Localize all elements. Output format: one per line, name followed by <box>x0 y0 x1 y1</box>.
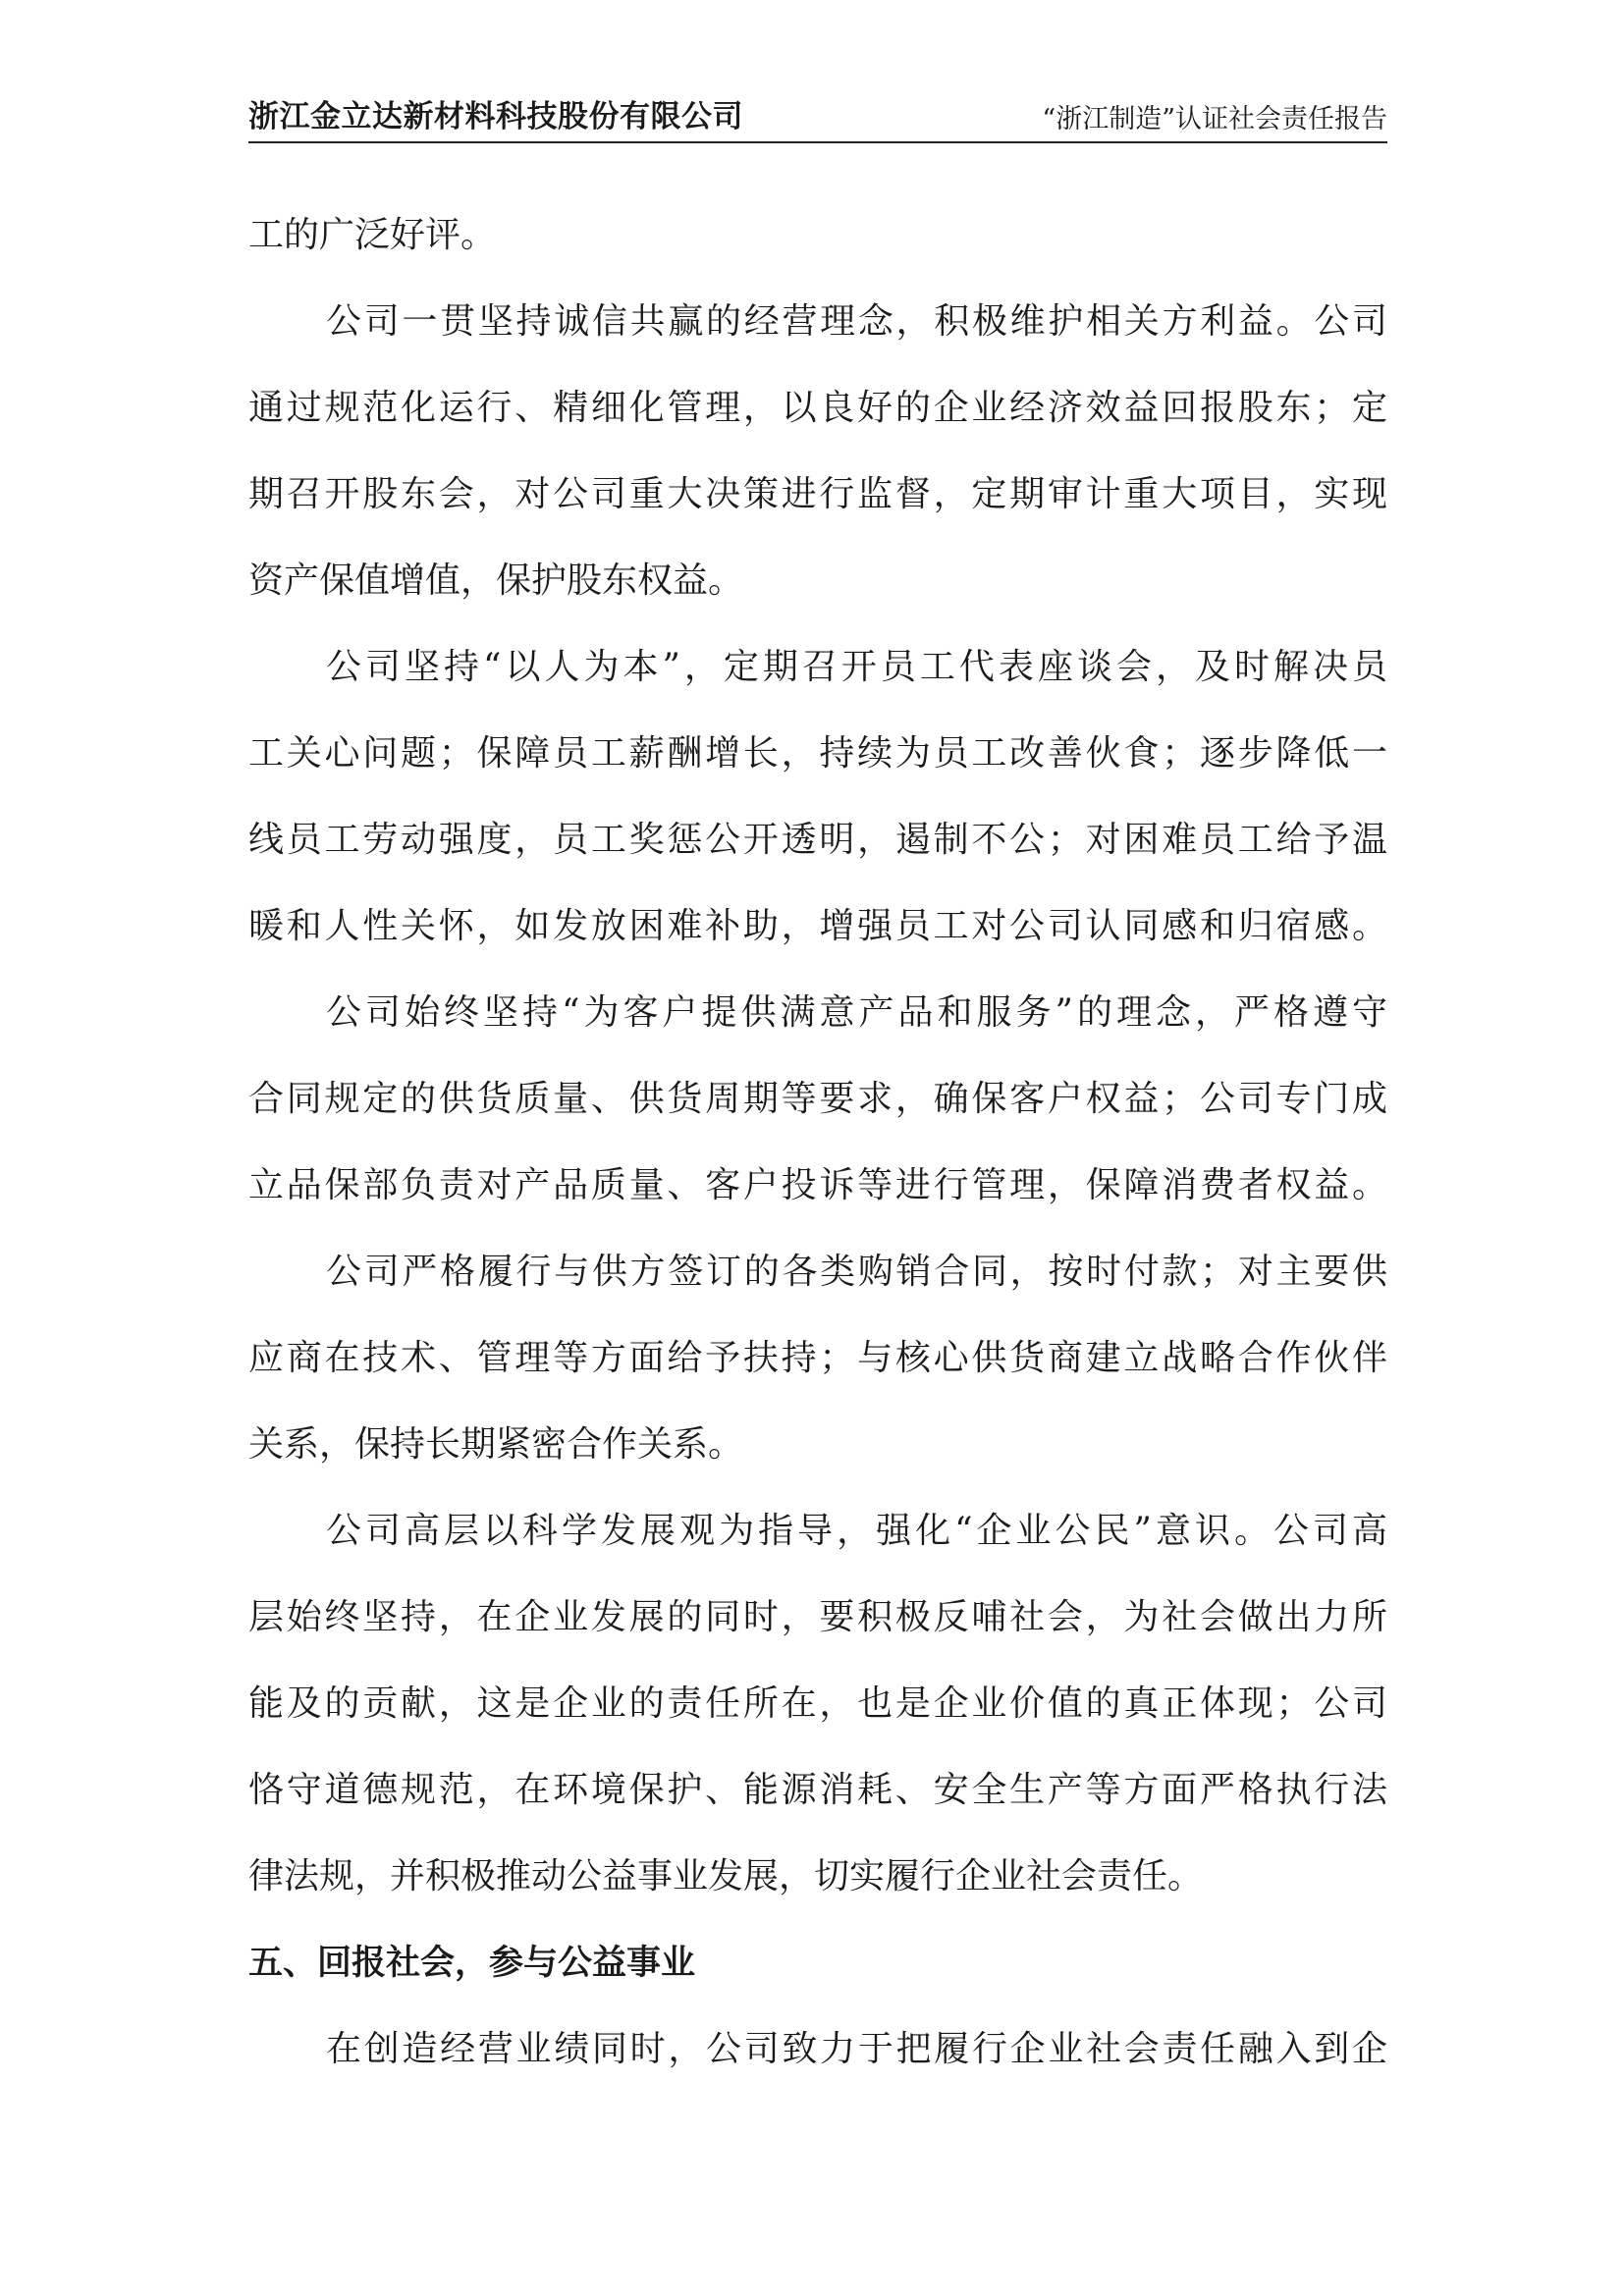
body-text <box>248 192 1387 2093</box>
section-heading: 五、回报社会，参与公益事业 <box>248 1944 696 1983</box>
text-line: 公司坚持“以人为本”，定期召开员工代表座谈会，及时解决员 <box>326 647 1387 687</box>
text-line: 期召开股东会，对公司重大决策进行监督，定期审计重大项目，实现 <box>248 474 1387 514</box>
report-title: “浙江制造”认证社会责任报告 <box>1042 104 1387 134</box>
header-divider <box>248 141 1387 143</box>
company-name: 浙江金立达新材料科技股份有限公司 <box>248 99 743 134</box>
text-line: 关系，保持长期紧密合作关系。 <box>248 1424 744 1465</box>
text-line: 公司一贯坚持诚信共赢的经营理念，积极维护相关方利益。公司 <box>326 301 1387 342</box>
text-line: 应商在技术、管理等方面给予扶持；与核心供货商建立战略合作伙伴 <box>248 1338 1387 1378</box>
text-line: 在创造经营业绩同时，公司致力于把履行企业社会责任融入到企 <box>326 2029 1387 2069</box>
text-line: 公司严格履行与供方签订的各类购销合同，按时付款；对主要供 <box>326 1252 1387 1292</box>
text-line: 资产保值增值，保护股东权益。 <box>248 561 744 601</box>
text-line: 恪守道德规范，在环境保护、能源消耗、安全生产等方面严格执行法 <box>248 1770 1387 1810</box>
text-line: 线员工劳动强度，员工奖惩公开透明，遏制不公；对困难员工给予温 <box>248 820 1387 860</box>
text-line: 工的广泛好评。 <box>248 215 497 255</box>
text-line: 能及的贡献，这是企业的责任所在，也是企业价值的真正体现；公司 <box>248 1683 1387 1724</box>
text-line: 通过规范化运行、精细化管理，以良好的企业经济效益回报股东；定 <box>248 388 1387 428</box>
text-line: 立品保部负责对产品质量、客户投诉等进行管理，保障消费者权益。 <box>248 1165 1387 1205</box>
text-line: 合同规定的供货质量、供货周期等要求，确保客户权益；公司专门成 <box>248 1079 1387 1119</box>
text-line: 暖和人性关怀，如发放困难补助，增强员工对公司认同感和归宿感。 <box>248 906 1387 946</box>
text-line: 公司高层以科学发展观为指导，强化“企业公民”意识。公司高 <box>326 1511 1387 1551</box>
text-line: 工关心问题；保障员工薪酬增长，持续为员工改善伙食；逐步降低一 <box>248 733 1387 774</box>
page-header <box>248 96 1387 143</box>
text-line: 律法规，并积极推动公益事业发展，切实履行企业社会责任。 <box>248 1856 1204 1896</box>
text-line: 公司始终坚持“为客户提供满意产品和服务”的理念，严格遵守 <box>326 992 1387 1033</box>
text-line: 层始终坚持，在企业发展的同时，要积极反哺社会，为社会做出力所 <box>248 1597 1387 1637</box>
